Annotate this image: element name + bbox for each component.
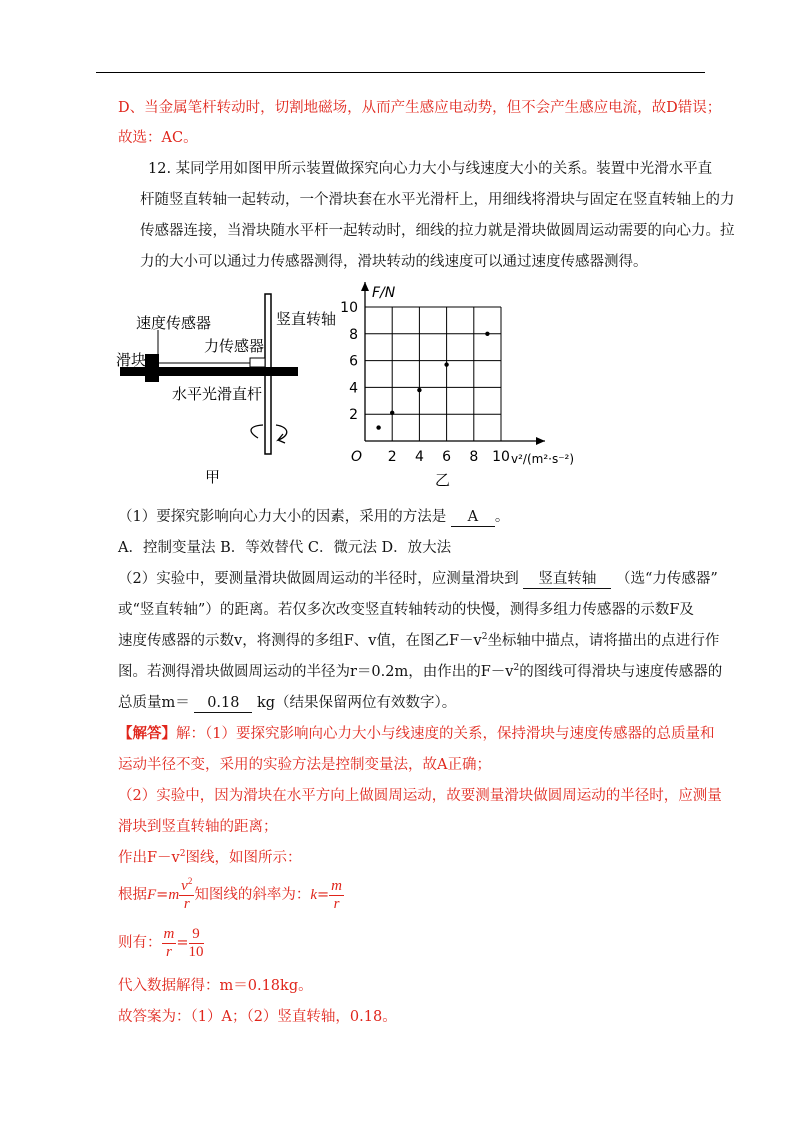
y-tick-label: 8 — [349, 326, 358, 343]
y-axis-arrow-icon — [361, 282, 369, 291]
part-1-answer: A — [451, 508, 495, 527]
part-2-line-4: 图。若测得滑块做圆周运动的半径为r＝0.2m，由作出的$F-v^2$的图线可得滑块与速度传感器的 — [118, 663, 723, 680]
question-12-line-4: 力的大小可以通过力传感器测得，滑块转动的线速度可以通过速度传感器测得。 — [140, 254, 648, 270]
prev-answer: 故选：AC。 — [118, 130, 198, 146]
y-axis-label: F/N — [372, 285, 396, 301]
solution-line-3: （2）实验中，因为滑块在水平方向上做圆周运动，故要测量滑块做圆周运动的半径时，应测量 — [118, 788, 722, 804]
question-12-line-1: 12. 某同学用如图甲所示装置做探究向心力大小与线速度大小的关系。装置中光滑水平直 — [148, 161, 713, 177]
solution-tag: 【解答】 — [118, 725, 176, 742]
part-2-answer-mass: 0.18 — [194, 694, 252, 713]
caption-jia: 甲 — [205, 468, 221, 486]
y-tick-label: 4 — [349, 380, 358, 397]
y-tick-label: 10 — [340, 300, 358, 316]
x-tick-label: 10 — [492, 449, 510, 465]
fraction-9-over-10: $\frac{9}{10}$ — [188, 925, 204, 960]
data-point — [417, 388, 421, 392]
data-point — [390, 411, 394, 415]
question-12-line-3: 传感器连接，当滑块随水平杆一起转动时，细线的拉力就是滑块做圆周运动需要的向心力。拉 — [140, 223, 735, 239]
solution-line-2: 运动半径不变，采用的实验方法是控制变量法，故A正确； — [118, 757, 491, 773]
slider-block — [145, 354, 159, 382]
x-axis-arrow-icon — [536, 437, 545, 445]
label-slider: 滑块 — [116, 351, 147, 369]
header-rule — [96, 72, 705, 73]
data-point — [376, 425, 380, 429]
part-1-options: A．控制变量法 B．等效替代 C．微元法 D．放大法 — [118, 540, 452, 556]
question-12-line-2: 杆随竖直转轴一起转动，一个滑块套在水平光滑杆上，用细线将滑块与固定在竖直转轴上的力 — [140, 192, 735, 208]
part-2-answer-shaft: 竖直转轴 — [523, 570, 611, 589]
part-2-line-3: 速度传感器的示数v，将测得的多组F、v值，在图乙$F-v^2$坐标轴中描点，请将描出的点进行作 — [118, 632, 720, 649]
figure-apparatus-and-chart — [108, 278, 628, 496]
label-rod: 水平光滑直杆 — [172, 385, 263, 403]
part-2-line-1: （2）实验中，要测量滑块做圆周运动的半径时，应测量滑块到 竖直转轴 （选“力传感器” — [118, 571, 718, 587]
solution-line-5: 作出$F-v^2$图线，如图所示： — [118, 849, 302, 866]
solution-formula-line: 根据F=m $\frac{v^2}{r}$ 知图线的斜率为：k= $\frac{m}{r}$ — [118, 875, 343, 912]
solution-ratio-line: 则有： $\frac{m}{r}$ = $\frac{9}{10}$ — [118, 925, 204, 960]
solution-line-1: 【解答】解：（1）要探究影响向心力大小与线速度的关系，保持滑块与速度传感器的总质量和 — [118, 725, 715, 742]
x-tick-label: 6 — [442, 449, 452, 465]
data-point — [485, 332, 489, 336]
data-point — [444, 362, 448, 366]
fraction-m-over-r-2: $\frac{m}{r}$ — [163, 925, 175, 960]
y-tick-label: 6 — [349, 353, 358, 370]
part-2-line-2: 或“竖直转轴”）的距离。若仅多次改变竖直转轴转动的快慢，测得多组力传感器的示数F及 — [118, 602, 694, 618]
fraction-m-over-r: $\frac{m}{r}$ — [331, 877, 343, 912]
solution-result: 代入数据解得：m＝0.18kg。 — [118, 978, 313, 994]
fraction-v2-over-r: $\frac{v^2}{r}$ — [181, 875, 193, 912]
option-d-text: D、当金属笔杆转动时，切割地磁场，从而产生感应电动势，但不会产生感应电流，故D错误； — [118, 100, 722, 116]
chart-f-v2 — [340, 282, 574, 466]
label-force-sensor: 力传感器 — [204, 337, 265, 355]
label-speed-sensor: 速度传感器 — [136, 314, 212, 332]
x-tick-label: 2 — [387, 449, 397, 465]
y-tick-label: 2 — [349, 407, 358, 424]
part-1-question: （1）要探究影响向心力大小的因素，采用的方法是 A 。 — [118, 509, 510, 525]
label-vertical-axis: 竖直转轴 — [276, 310, 337, 328]
solution-line-4: 滑块到竖直转轴的距离； — [118, 819, 278, 835]
solution-answer: 故答案为：（1）A；（2）竖直转轴，0.18。 — [118, 1009, 397, 1025]
origin-label: O — [351, 449, 363, 465]
caption-yi: 乙 — [435, 471, 451, 489]
x-axis-label: v²/(m²·s⁻²) — [511, 452, 575, 466]
part-2-line-5: 总质量m＝ 0.18 kg（结果保留两位有效数字）。 — [118, 695, 457, 711]
force-sensor-box — [250, 358, 265, 367]
apparatus-diagram — [116, 294, 336, 486]
x-tick-label: 8 — [469, 449, 479, 465]
x-tick-label: 4 — [414, 449, 424, 465]
